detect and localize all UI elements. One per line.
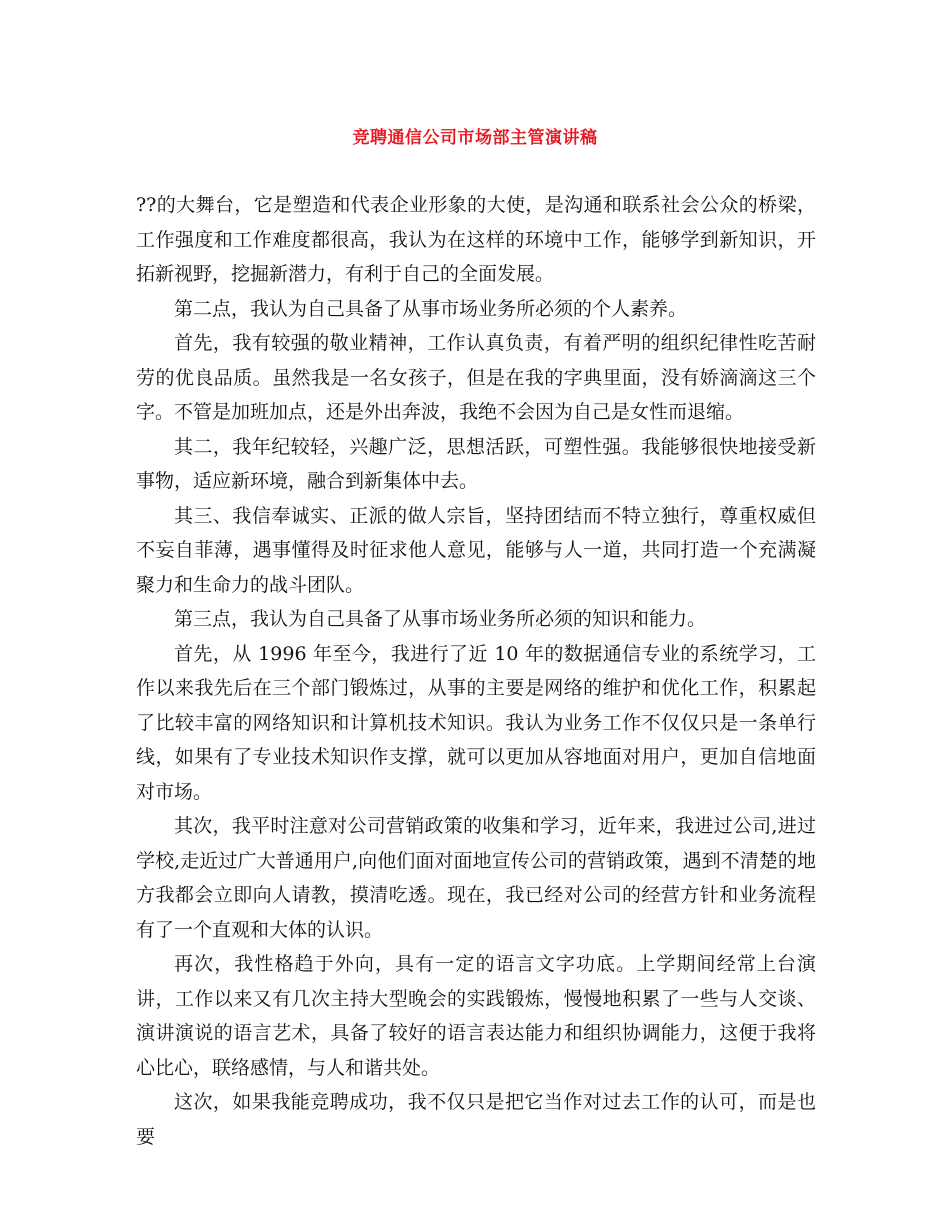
paragraph: 其次，我平时注意对公司营销政策的收集和学习，近年来，我进过公司,进过学校,走近过广大普通用户,向他们面对面地宣传公司的营销政策，遇到不清楚的地方我都会立即向人请教，摸清吃透。现在，我已经对公司的经营方针和业务流程有了一个直观和大体的认识。 (136, 815, 816, 941)
paragraph: 第二点，我认为自己具备了从事市场业务所必须的个人素养。 (174, 297, 688, 320)
paragraph: 首先，我有较强的敬业精神，工作认真负责，有着严明的组织纪律性吃苦耐劳的优良品质。虽然我是一名女孩子，但是在我的字典里面，没有娇滴滴这三个字。不管是加班加点，还是外出奔波，我绝不会因为自己是女性而退缩。 (136, 332, 816, 423)
document-title: 竞聘通信公司市场部主管演讲稿 (352, 128, 598, 148)
paragraph: 其二，我年纪较轻，兴趣广泛，思想活跃，可塑性强。我能够很快地接受新事物，适应新环境，融合到新集体中去。 (136, 435, 816, 492)
paragraph: ??的大舞台，它是塑造和代表企业形象的大使，是沟通和联系社会公众的桥梁，工作强度和工作难度都很高，我认为在这样的环境中工作，能够学到新知识，开拓新视野，挖掘新潜力，有利于自己的全面发展。 (136, 194, 816, 285)
paragraph: 其三、我信奉诚实、正派的做人宗旨，坚持团结而不特立独行，尊重权威但不妄自菲薄，遇事懂得及时征求他人意见，能够与人一道，共同打造一个充满凝聚力和生命力的战斗团队。 (136, 504, 816, 596)
paragraph: 首先，从 1996 年至今，我进行了近 10 年的数据通信专业的系统学习，工作以来我先后在三个部门锻炼过，从事的主要是网络的维护和优化工作，积累起了比较丰富的网络知识和计算机技术知识。我认为业务工作不仅仅只是一条单行线，如果有了专业技术知识作支撑，就可以更加从容地面对用户，更加自信地面对市场。 (136, 642, 816, 803)
paragraph: 再次，我性格趋于外向，具有一定的语言文字功底。上学期间经常上台演讲，工作以来又有几次主持大型晚会的实践锻炼，慢慢地积累了一些与人交谈、演讲演说的语言艺术，具备了较好的语言表达能力和组织协调能力，这便于我将心比心，联络感情，与人和谐共处。 (136, 953, 816, 1079)
paragraph: 这次，如果我能竞聘成功，我不仅只是把它当作对过去工作的认可，而是也要 (136, 1091, 816, 1148)
paragraph: 第三点，我认为自己具备了从事市场业务所必须的知识和能力。 (174, 608, 707, 630)
document-body (136, 188, 816, 1154)
